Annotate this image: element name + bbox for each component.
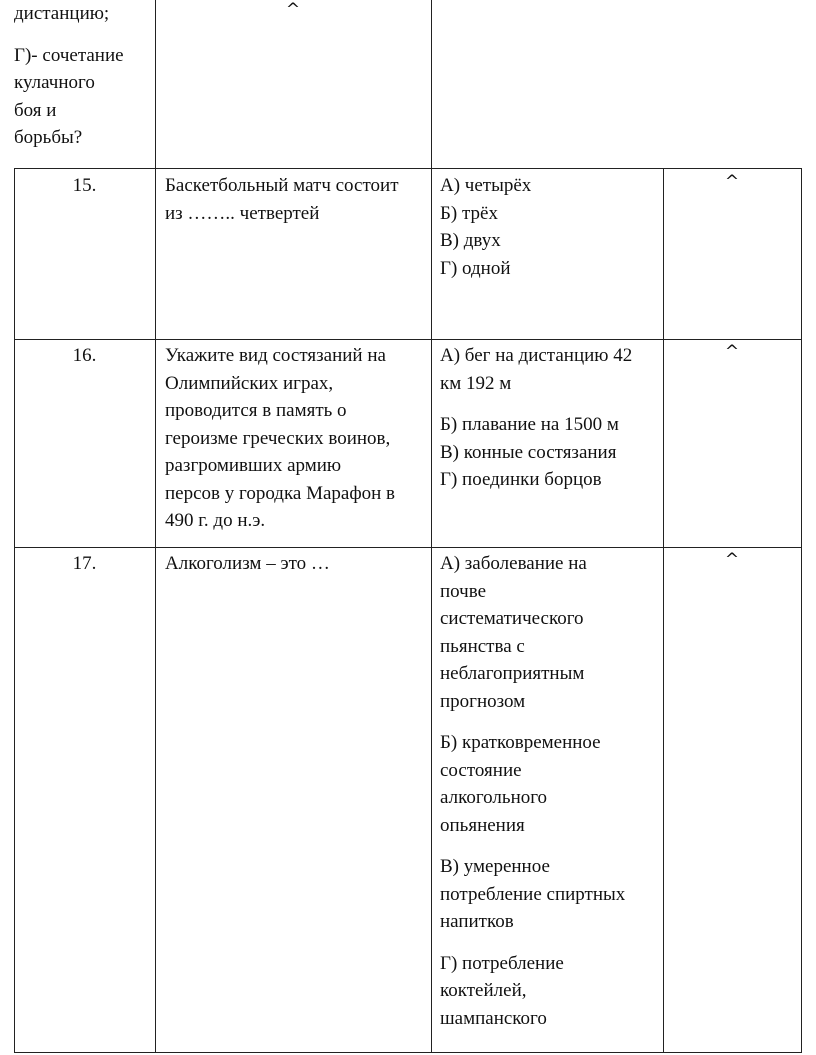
option-a	[440, 550, 662, 715]
question-number: 17.	[72, 553, 97, 574]
answer-options	[440, 550, 662, 1046]
option-line: прогнозом	[440, 690, 526, 712]
question-line: Алкоголизм – это …	[165, 553, 330, 574]
option-line: Г) потребление	[440, 952, 564, 974]
option-g: Г) поединки борцов	[440, 469, 602, 490]
answer-mark: ^	[724, 550, 740, 570]
fragment-text	[14, 0, 154, 152]
question-number: 15.	[72, 175, 97, 196]
option-line: алкогольного	[440, 787, 548, 808]
option-a	[440, 342, 662, 397]
table-border	[801, 168, 802, 1053]
fragment-option-line: боя и	[14, 99, 57, 121]
question-line: проводится в память о	[165, 400, 347, 421]
option-g: Г) одной	[440, 257, 511, 279]
answer-mark: ^	[724, 342, 740, 362]
option-line: А) бег на дистанцию 42	[440, 345, 633, 366]
question-line: разгромивших армию	[165, 455, 342, 476]
option-line: пьянства с	[440, 635, 525, 657]
option-line: В) умеренное	[440, 856, 550, 877]
option-b	[440, 729, 662, 839]
question-line: 490 г. до н.э.	[165, 510, 266, 531]
table-border	[431, 0, 432, 168]
question-line: героизме греческих воинов,	[165, 427, 391, 449]
option-v	[440, 853, 662, 936]
table-border	[431, 168, 432, 1053]
question-line: персов у городка Марафон в	[165, 482, 396, 504]
option-line: А) заболевание на	[440, 553, 587, 574]
option-line: коктейлей,	[440, 980, 527, 1001]
option-line: напитков	[440, 911, 514, 932]
answer-options	[440, 172, 662, 282]
option-line: систематического	[440, 608, 584, 629]
option-line: почве	[440, 580, 487, 602]
table-border	[14, 1052, 802, 1053]
option-g	[440, 950, 662, 1033]
fragment-option-line: кулачного	[14, 72, 95, 93]
fragment-line: дистанцию;	[14, 3, 110, 24]
option-a: А) четырёх	[440, 175, 532, 196]
fragment-option-line: Г)- сочетание	[14, 44, 124, 66]
option-b: Б) плавание на 1500 м	[440, 414, 619, 435]
question-line: из …….. четвертей	[165, 202, 320, 224]
table-border	[155, 0, 156, 168]
question-text	[165, 550, 427, 578]
option-line: шампанского	[440, 1007, 547, 1029]
option-line: Б) кратковременное	[440, 732, 601, 753]
question-line: Олимпийских играх,	[165, 372, 334, 394]
table-border	[663, 168, 664, 1053]
option-line: неблагоприятным	[440, 663, 585, 684]
answer-mark: ^	[724, 172, 740, 192]
option-line: км 192 м	[440, 372, 512, 394]
option-v: В) конные состязания	[440, 441, 617, 463]
question-text	[165, 172, 427, 227]
answer-mark: ^	[285, 0, 301, 20]
option-b: Б) трёх	[440, 202, 498, 224]
question-line: Баскетбольный матч состоит	[165, 175, 399, 196]
answer-options	[440, 342, 662, 494]
table-border	[14, 168, 15, 1053]
table-border	[14, 168, 802, 169]
option-line: потребление спиртных	[440, 883, 626, 905]
option-line: состояние	[440, 759, 522, 781]
question-line: Укажите вид состязаний на	[165, 345, 386, 366]
table-border	[14, 339, 802, 340]
table-border	[155, 168, 156, 1053]
question-text	[165, 342, 427, 535]
option-line: опьянения	[440, 814, 525, 836]
question-number: 16.	[72, 345, 97, 366]
option-v: В) двух	[440, 230, 501, 251]
table-border	[14, 547, 802, 548]
fragment-option-line: борьбы?	[14, 127, 83, 148]
